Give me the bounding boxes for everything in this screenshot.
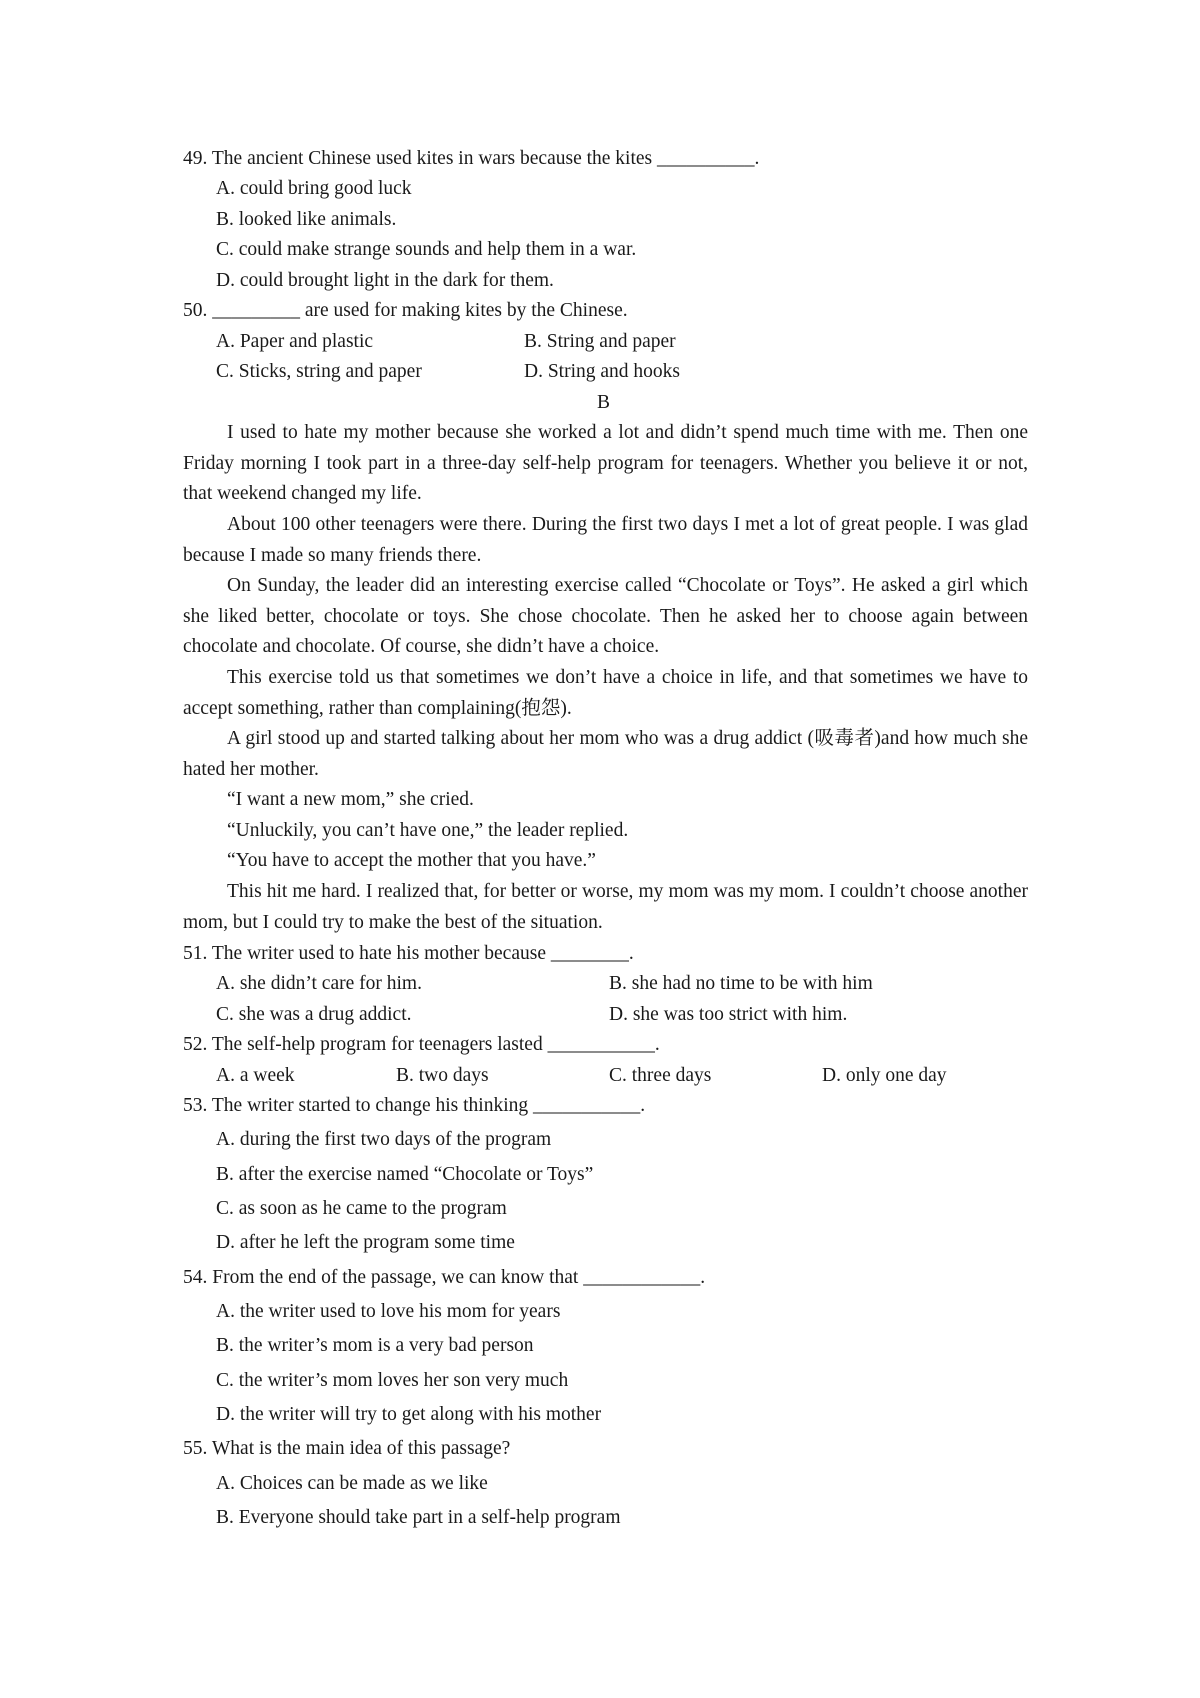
passage-paragraph-3: On Sunday, the leader did an interesting exercise called “Chocolate or Toys”. He asked a girl which she liked better, chocolate or toys. She chose chocolate. Then he asked her to choose again between chocolate and chocolate. Of course, she didn’t have a choice.	[183, 575, 1028, 657]
question-52-option-b: B. two days	[396, 1065, 489, 1086]
question-52-option-a: A. a week	[216, 1065, 295, 1086]
question-51-option-d: D. she was too strict with him.	[609, 1004, 848, 1025]
question-51-option-a: A. she didn’t care for him.	[216, 973, 422, 994]
passage-paragraph-7: “Unluckily, you can’t have one,” the leader replied.	[227, 820, 629, 841]
question-52-option-d: D. only one day	[822, 1065, 947, 1086]
section-b-label: B	[596, 392, 610, 413]
question-50-stem: 50. _________ are used for making kites by the Chinese.	[183, 300, 628, 321]
question-51-option-c: C. she was a drug addict.	[216, 1004, 412, 1025]
question-49-option-c: C. could make strange sounds and help them in a war.	[216, 239, 637, 260]
question-55-stem: 55. What is the main idea of this passage?	[183, 1438, 511, 1459]
question-51-option-b: B. she had no time to be with him	[609, 973, 873, 994]
question-49-option-d: D. could brought light in the dark for them.	[216, 270, 554, 291]
question-53-stem: 53. The writer started to change his thinking ___________.	[183, 1095, 646, 1116]
question-53-option-a: A. during the first two days of the program	[216, 1129, 552, 1150]
passage-paragraph-1: I used to hate my mother because she worked a lot and didn’t spend much time with me. Then one Friday morning I took part in a three-day self-help program for teenagers. Whether you believe it or not, that weekend changed my life.	[183, 422, 1028, 504]
passage-paragraph-6: “I want a new mom,” she cried.	[227, 789, 474, 810]
question-52-stem: 52. The self-help program for teenagers lasted ___________.	[183, 1034, 660, 1055]
passage-paragraph-4: This exercise told us that sometimes we don’t have a choice in life, and that sometimes we have to accept something, rather than complaining(抱怨).	[183, 667, 1028, 719]
question-50-option-d: D. String and hooks	[524, 361, 680, 382]
passage-paragraph-9: This hit me hard. I realized that, for better or worse, my mom was my mom. I couldn’t choose another mom, but I could try to make the best of the situation.	[183, 881, 1028, 933]
question-55-option-b: B. Everyone should take part in a self-help program	[216, 1507, 621, 1528]
question-54-option-d: D. the writer will try to get along with his mother	[216, 1404, 602, 1425]
question-50-option-a: A. Paper and plastic	[216, 331, 374, 352]
question-54-option-a: A. the writer used to love his mom for years	[216, 1301, 561, 1322]
question-54-stem: 54. From the end of the passage, we can know that ____________.	[183, 1267, 706, 1288]
question-55-option-a: A. Choices can be made as we like	[216, 1473, 488, 1494]
question-49-stem: 49. The ancient Chinese used kites in wars because the kites __________.	[183, 148, 760, 169]
passage-paragraph-5: A girl stood up and started talking about her mom who was a drug addict (吸毒者)and how much she hated her mother.	[183, 728, 1028, 780]
question-54-option-b: B. the writer’s mom is a very bad person	[216, 1335, 534, 1356]
passage-paragraph-8: “You have to accept the mother that you have.”	[227, 850, 596, 871]
question-49-option-b: B. looked like animals.	[216, 209, 397, 230]
question-52-option-c: C. three days	[609, 1065, 712, 1086]
question-53-option-c: C. as soon as he came to the program	[216, 1198, 507, 1219]
question-50-option-c: C. Sticks, string and paper	[216, 361, 422, 382]
question-54-option-c: C. the writer’s mom loves her son very much	[216, 1370, 569, 1391]
question-49-option-a: A. could bring good luck	[216, 178, 412, 199]
question-50-option-b: B. String and paper	[524, 331, 676, 352]
passage-paragraph-2: About 100 other teenagers were there. During the first two days I met a lot of great people. I was glad because I made so many friends there.	[183, 514, 1028, 566]
question-53-option-b: B. after the exercise named “Chocolate or Toys”	[216, 1164, 594, 1185]
question-51-stem: 51. The writer used to hate his mother because ________.	[183, 943, 634, 964]
question-53-option-d: D. after he left the program some time	[216, 1232, 515, 1253]
